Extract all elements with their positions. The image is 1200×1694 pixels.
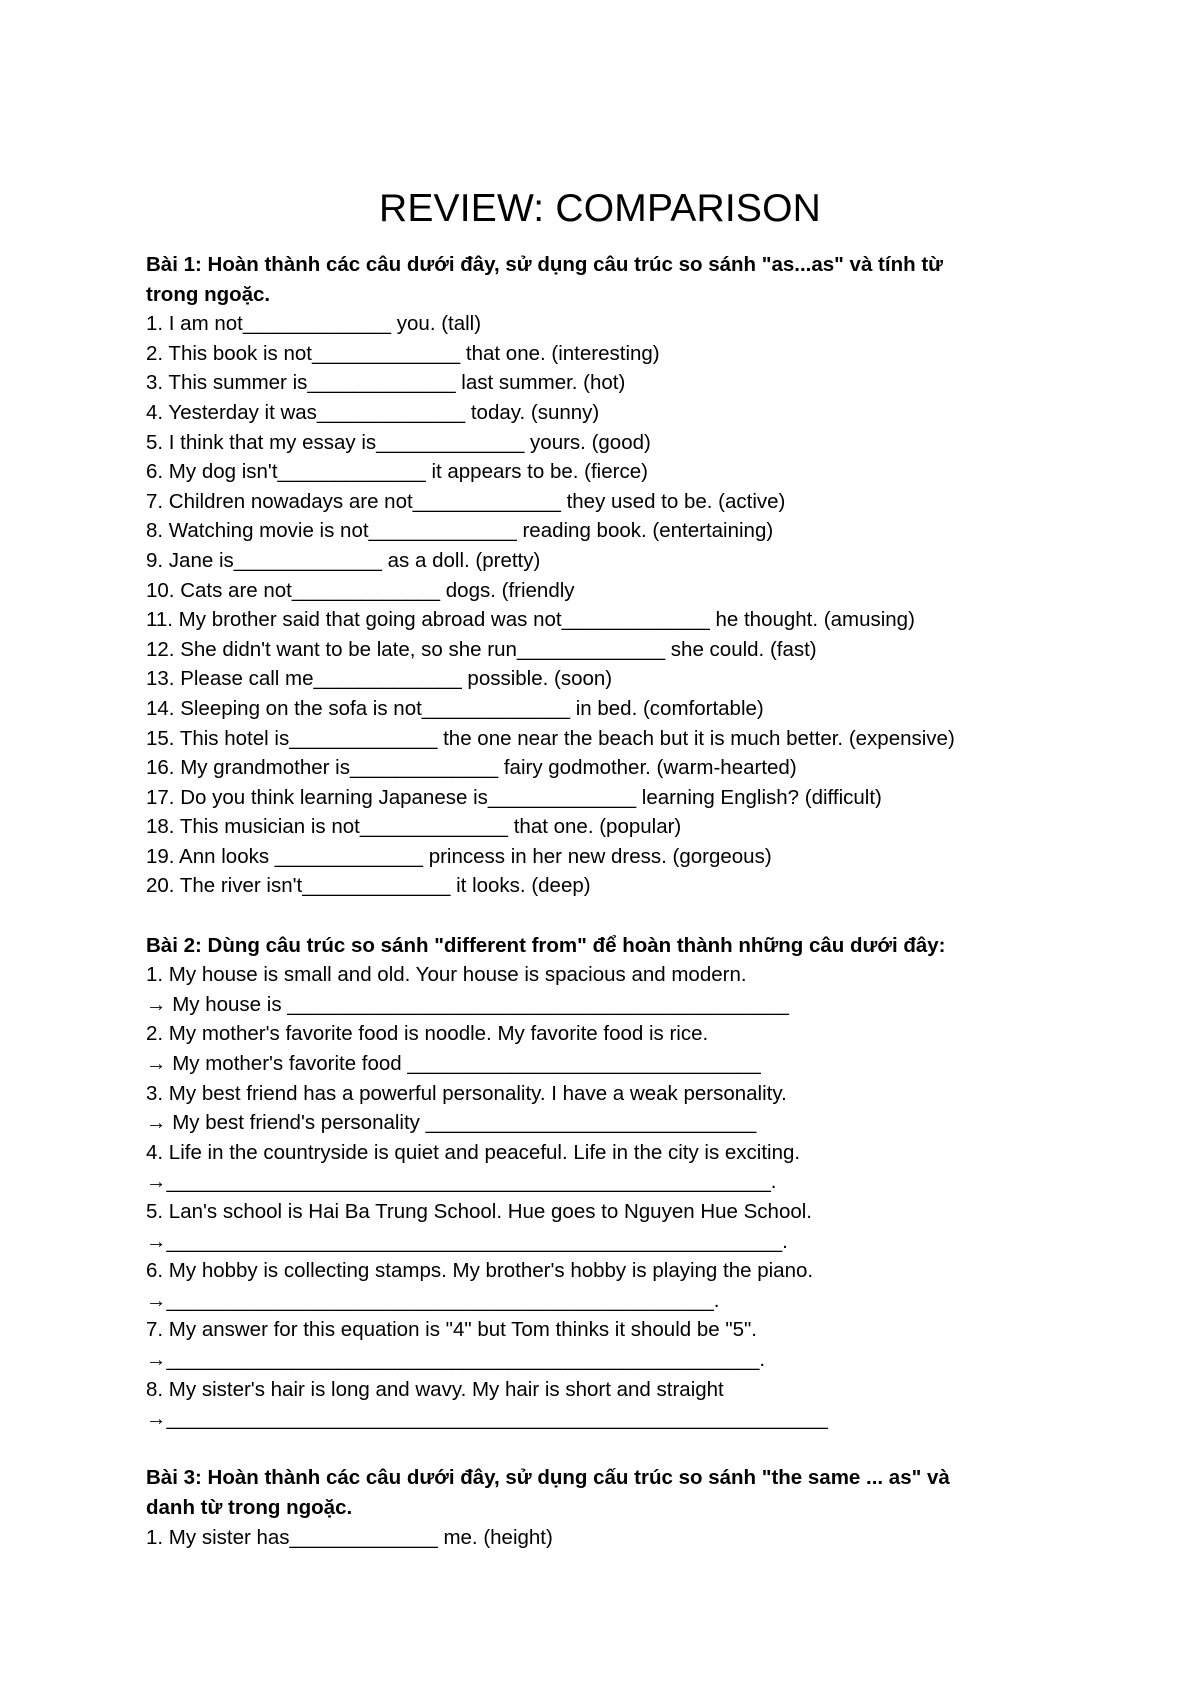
exercise-item: 7. Children nowadays are not_____________ they used to be. (active) <box>146 489 786 513</box>
exercise-item: 16. My grandmother is_____________ fairy godmother. (warm-hearted) <box>146 756 797 780</box>
exercise-item: 8. Watching movie is not_____________ reading book. (entertaining) <box>146 519 774 543</box>
exercise-item: 13. Please call me_____________ possible. (soon) <box>146 667 613 691</box>
exercise-item: 4. Yesterday it was_____________ today. (sunny) <box>146 400 600 424</box>
exercise-item: 15. This hotel is_____________ the one near the beach but it is much better. (expensive) <box>146 726 955 750</box>
answer-line: →________________________________________________. <box>146 1288 720 1312</box>
answer-line: →______________________________________________________. <box>146 1229 788 1253</box>
section-3-instruction-line: Bài 3: Hoàn thành các câu dưới đây, sử dụng cấu trúc so sánh "the same ... as" và <box>146 1466 950 1490</box>
exercise-item: 1. I am not_____________ you. (tall) <box>146 312 482 336</box>
section-3 <box>146 1463 1166 1552</box>
exercise-item: 9. Jane is_____________ as a doll. (pretty) <box>146 548 541 572</box>
exercise-item: 11. My brother said that going abroad was not_____________ he thought. (amusing) <box>146 608 915 632</box>
exercise-item: 18. This musician is not_____________ that one. (popular) <box>146 815 682 839</box>
exercise-item: 7. My answer for this equation is "4" but Tom thinks it should be "5". <box>146 1318 758 1342</box>
exercise-item: 10. Cats are not_____________ dogs. (friendly <box>146 578 575 602</box>
exercise-item: 2. This book is not_____________ that one. (interesting) <box>146 341 660 365</box>
section-3-instruction-line: danh từ trong ngoặc. <box>146 1495 353 1519</box>
section-1-instruction-line: Bài 1: Hoàn thành các câu dưới đây, sử dụng câu trúc so sánh "as...as" và tính từ <box>146 253 943 276</box>
exercise-item: 6. My hobby is collecting stamps. My brother's hobby is playing the piano. <box>146 1259 814 1283</box>
answer-line: → My best friend's personality _____________________________ <box>146 1111 757 1135</box>
section-spacer <box>146 901 1166 931</box>
exercise-item: 4. Life in the countryside is quiet and peaceful. Life in the city is exciting. <box>146 1140 801 1164</box>
exercise-item: 3. This summer is_____________ last summer. (hot) <box>146 371 626 395</box>
exercise-item: 20. The river isn't_____________ it looks. (deep) <box>146 874 591 898</box>
section-spacer <box>146 1434 1166 1464</box>
exercise-item: 1. My house is small and old. Your house is spacious and modern. <box>146 963 747 987</box>
exercise-item: 12. She didn't want to be late, so she run_____________ she could. (fast) <box>146 637 817 661</box>
worksheet-content <box>146 250 1166 1552</box>
exercise-item: 1. My sister has_____________ me. (height) <box>146 1525 553 1549</box>
exercise-item: 6. My dog isn't_____________ it appears to be. (fierce) <box>146 460 648 484</box>
exercise-item: 17. Do you think learning Japanese is_____________ learning English? (difficult) <box>146 785 882 809</box>
answer-line: →__________________________________________________________ <box>146 1407 828 1431</box>
exercise-item: 14. Sleeping on the sofa is not_____________ in bed. (comfortable) <box>146 696 764 720</box>
exercise-item: 3. My best friend has a powerful personality. I have a weak personality. <box>146 1081 787 1105</box>
answer-line: → My mother's favorite food _______________________________ <box>146 1052 761 1076</box>
answer-line: →____________________________________________________. <box>146 1347 766 1371</box>
exercise-item: 5. I think that my essay is_____________ yours. (good) <box>146 430 651 454</box>
page-title: REVIEW: COMPARISON <box>378 187 822 230</box>
exercise-item: 5. Lan's school is Hai Ba Trung School. Hue goes to Nguyen Hue School. <box>146 1200 812 1223</box>
section-2 <box>146 931 1166 1434</box>
exercise-item: 2. My mother's favorite food is noodle. My favorite food is rice. <box>146 1022 709 1046</box>
exercise-item: 8. My sister's hair is long and wavy. My hair is short and straight <box>146 1377 724 1401</box>
section-2-instruction-line: Bài 2: Dùng câu trúc so sánh "different from" để hoàn thành những câu dưới đây: <box>146 933 946 957</box>
exercise-item: 19. Ann looks _____________ princess in her new dress. (gorgeous) <box>146 844 772 868</box>
section-1-instruction-line: trong ngoặc. <box>146 282 271 306</box>
answer-line: →_____________________________________________________. <box>146 1170 777 1194</box>
answer-line: → My house is ____________________________________________ <box>146 992 789 1016</box>
section-1 <box>146 250 1166 901</box>
